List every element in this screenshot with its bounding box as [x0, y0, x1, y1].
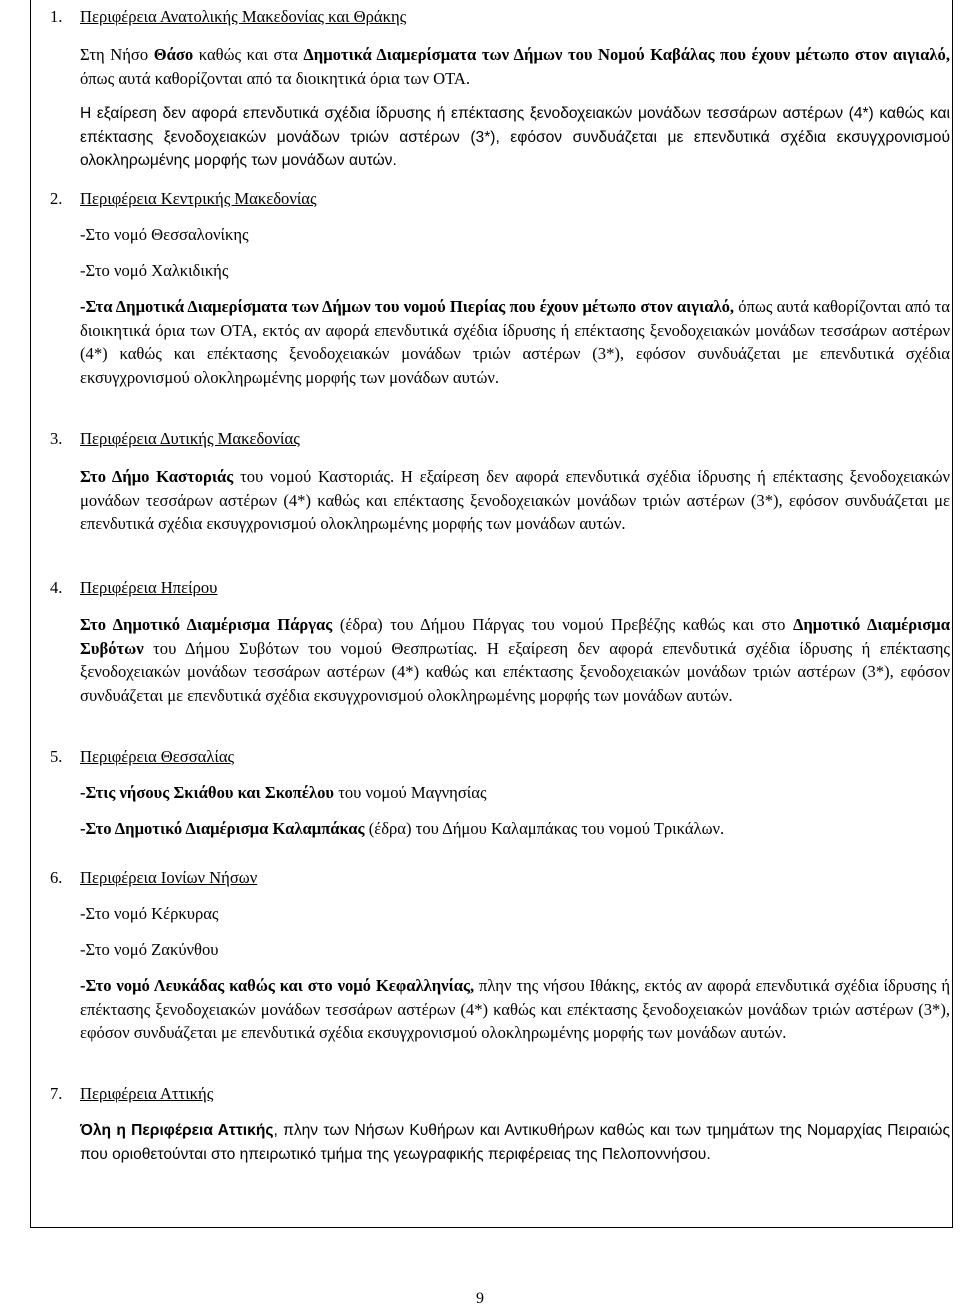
section-number: 6. — [50, 868, 63, 887]
section-title: Περιφέρεια Δυτικής Μακεδονίας — [80, 429, 300, 448]
section-paragraph: Στο Δήμο Καστοριάς του νομού Καστοριάς. Η εξαίρεση δεν αφορά επενδυτικά σχέδια ίδρυσης ή επέκτασης ξενοδοχειακών μονάδων τεσσάρων αστέρων (4*) καθώς και επέκτασης ξενοδοχειακών μονάδων τριών αστέρων (3*), εφόσον συνδυάζεται με επενδυτικά σχέδια εκσυγχρονισμού ολοκληρωμένης μορφής των μονάδων αυτών. — [80, 467, 950, 533]
list-item: -Στις νήσους Σκιάθου και Σκοπέλου του νομού Μαγνησίας — [80, 783, 487, 802]
list-item: -Στο νομό Χαλκιδικής — [80, 261, 229, 280]
section-number: 4. — [50, 578, 63, 597]
section-number: 5. — [50, 747, 63, 766]
section-number: 3. — [50, 429, 63, 448]
section-title: Περιφέρεια Κεντρικής Μακεδονίας — [80, 189, 317, 208]
section-title: Περιφέρεια Ιονίων Νήσων — [80, 868, 258, 887]
list-item: -Στο νομό Ζακύνθου — [80, 940, 219, 959]
section-number: 1. — [50, 7, 63, 26]
exception-paragraph: Η εξαίρεση δεν αφορά επενδυτικά σχέδια ίδρυσης ή επέκτασης ξενοδοχειακών μονάδων τεσσάρων αστέρων (4*) καθώς και επέκτασης ξενοδοχειακών μονάδων τριών αστέρων (3*), εφόσον συνδυάζεται με επενδυτικά σχέδια εκσυγχρονισμού ολοκληρωμένης μορφής των μονάδων αυτών. — [80, 105, 950, 169]
section-title: Περιφέρεια Ανατολικής Μακεδονίας και Θράκης — [80, 7, 407, 26]
list-item: -Στο νομό Κέρκυρας — [80, 904, 219, 923]
section-paragraph: -Στο νομό Λευκάδας καθώς και στο νομό Κεφαλληνίας, πλην της νήσου Ιθάκης, εκτός αν αφορά επενδυτικά σχέδια ίδρυσης ή επέκτασης ξενοδοχειακών μονάδων τεσσάρων αστέρων (4*) καθώς και επέκτασης ξενοδοχειακών μονάδων τριών αστέρων (3*), εφόσον συνδυάζεται με επενδυτικά σχέδια εκσυγχρονισμού ολοκληρωμένης μορφής των μονάδων αυτών. — [80, 976, 950, 1042]
section-paragraph: Στο Δημοτικό Διαμέρισμα Πάργας (έδρα) του Δήμου Πάργας του νομού Πρεβέζης καθώς και στο Δημοτικό Διαμέρισμα Συβότων του Δήμου Συβότων του νομού Θεσπρωτίας. Η εξαίρεση δεν αφορά επενδυτικά σχέδια ίδρυσης ή επέκτασης ξενοδοχειακών μονάδων τεσσάρων αστέρων (4*) καθώς και επέκτασης ξενοδοχειακών μονάδων τριών αστέρων (3*), εφόσον συνδυάζεται με επενδυτικά σχέδια εκσυγχρονισμού ολοκληρωμένης μορφής των μονάδων αυτών. — [80, 615, 950, 705]
list-item: -Στο νομό Θεσσαλονίκης — [80, 225, 249, 244]
section-title: Περιφέρεια Αττικής — [80, 1084, 214, 1103]
section-paragraph: Όλη η Περιφέρεια Αττικής, πλην των Νήσων Κυθήρων και Αντικυθήρων καθώς και των τμημάτων της Νομαρχίας Πειραιώς που οριοθετούνται στο ηπειρωτικό τμήμα της γεωγραφικής περιφέρειας της Πελοποννήσου. — [80, 1122, 950, 1163]
section-paragraph: -Στα Δημοτικά Διαμερίσματα των Δήμων του νομού Πιερίας που έχουν μέτωπο στον αιγιαλό, όπως αυτά καθορίζονται από τα διοικητικά όρια των ΟΤΑ, εκτός αν αφορά επενδυτικά σχέδια ίδρυσης ή επέκτασης ξενοδοχειακών μονάδων τεσσάρων αστέρων (4*) καθώς και επέκτασης ξενοδοχειακών μονάδων τριών αστέρων (3*), εφόσον συνδυάζεται με επενδυτικά σχέδια εκσυγχρονισμού ολοκληρωμένης μορφής των μονάδων αυτών. — [80, 297, 950, 387]
section-title: Περιφέρεια Ηπείρου — [80, 578, 218, 597]
section-paragraph: Στη Νήσο Θάσο καθώς και στα Δημοτικά Διαμερίσματα των Δήμων του Νομού Καβάλας που έχουν μέτωπο στον αιγιαλό, όπως αυτά καθορίζονται από τα διοικητικά όρια των ΟΤΑ. — [80, 45, 950, 88]
section-title: Περιφέρεια Θεσσαλίας — [80, 747, 235, 766]
section-number: 2. — [50, 189, 63, 208]
list-item: -Στο Δημοτικό Διαμέρισμα Καλαμπάκας (έδρα) του Δήμου Καλαμπάκας του νομού Τρικάλων. — [80, 819, 725, 838]
page-number: 9 — [476, 1290, 484, 1307]
section-number: 7. — [50, 1084, 63, 1103]
